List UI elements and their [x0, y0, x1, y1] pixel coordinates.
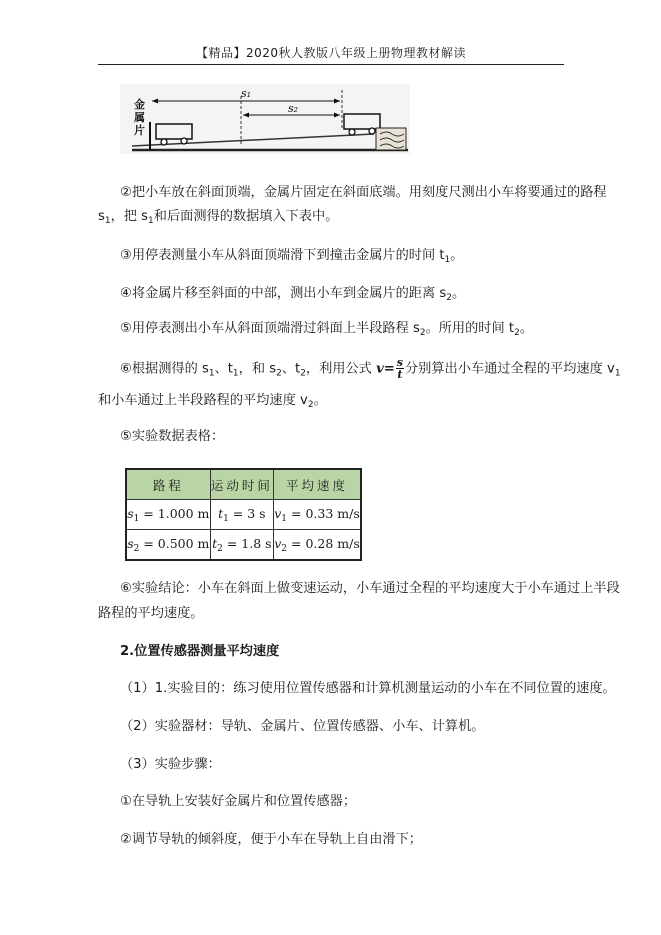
step-4: ④将金属片移至斜面的中部，测出小车到金属片的距离 $s_2$。 [120, 286, 466, 303]
table-cell: $v_2 = 0.28$ m/s [274, 530, 362, 561]
wood-block [376, 128, 406, 150]
step-3: ③用停表测量小车从斜面顶端滑下到撞击金属片的时间 $t_1$。 [120, 248, 464, 265]
table-header: 运动时间 [210, 469, 273, 500]
section-2-item-1: （1）1.实验目的：练习使用位置传感器和计算机测量运动的小车在不同位置的速度。 [120, 681, 616, 696]
formula-v: v [376, 361, 384, 377]
step-5: ⑤用停表测出小车从斜面顶端滑过斜面上半段路程 $s_2$。所用的时间 $t_2$。 [120, 321, 533, 338]
step-2-line-2: $s_1$，把 $s_1$和后面测得的数据填入下表中。 [98, 209, 339, 226]
table-cell: $s_2 = 0.500$ m [126, 530, 210, 561]
table-cell: $t_1 = 3$ s [210, 500, 273, 530]
table-header-row [126, 469, 361, 500]
s1-label: s₁ [241, 87, 252, 100]
table-header: 平均速度 [274, 469, 362, 500]
table-cell: $t_2 = 1.8$ s [210, 530, 273, 561]
section-2-item-3: （3）实验步骤： [120, 757, 221, 772]
page-header: 【精品】2020秋人教版八年级上册物理教材解读 [195, 46, 467, 60]
step-2-line-1: ②把小车放在斜面顶端，金属片固定在斜面底端。用刻度尺测出小车将要通过的路程 [120, 185, 607, 200]
s2-label: s₂ [288, 102, 299, 115]
step-7: ⑤实验数据表格： [120, 429, 225, 444]
section-2-step-2: ②调节导轨的倾斜度，便于小车在导轨上自由滑下； [120, 832, 422, 847]
conclusion-line-1: ⑥实验结论：小车在斜面上做变速运动，小车通过全程的平均速度大于小车通过上半段 [120, 581, 620, 596]
section-2-step-1: ①在导轨上安装好金属片和位置传感器； [120, 794, 357, 809]
table-cell: $v_1 = 0.33$ m/s [274, 500, 362, 530]
section-2-item-2: （2）实验器材：导轨、金属片、位置传感器、小车、计算机。 [120, 719, 485, 734]
table-row [126, 530, 361, 561]
data-table [125, 468, 362, 561]
header-rule [98, 64, 564, 65]
table-row [126, 500, 361, 530]
step-6-line-2: 和小车通过上半段路程的平均速度 $v_2$。 [98, 393, 327, 410]
formula-fraction: $\frac{s}{t}$ [396, 356, 403, 381]
table-header: 路程 [126, 469, 210, 500]
metal-label: 金属片 [134, 98, 145, 137]
incline-figure [120, 84, 410, 154]
conclusion-line-2: 路程的平均速度。 [98, 606, 204, 621]
step-6-line-1: ⑥根据测得的 $s_1$、$t_1$，和 $s_2$、$t_2$，利用公式 v= $\frac{s}{t}$ 分别算出小车通过全程的平均速度 $v_1$ [120, 356, 621, 381]
section-2-title: 2.位置传感器测量平均速度 [120, 644, 280, 659]
table-cell: $s_1 = 1.000$ m [126, 500, 210, 530]
